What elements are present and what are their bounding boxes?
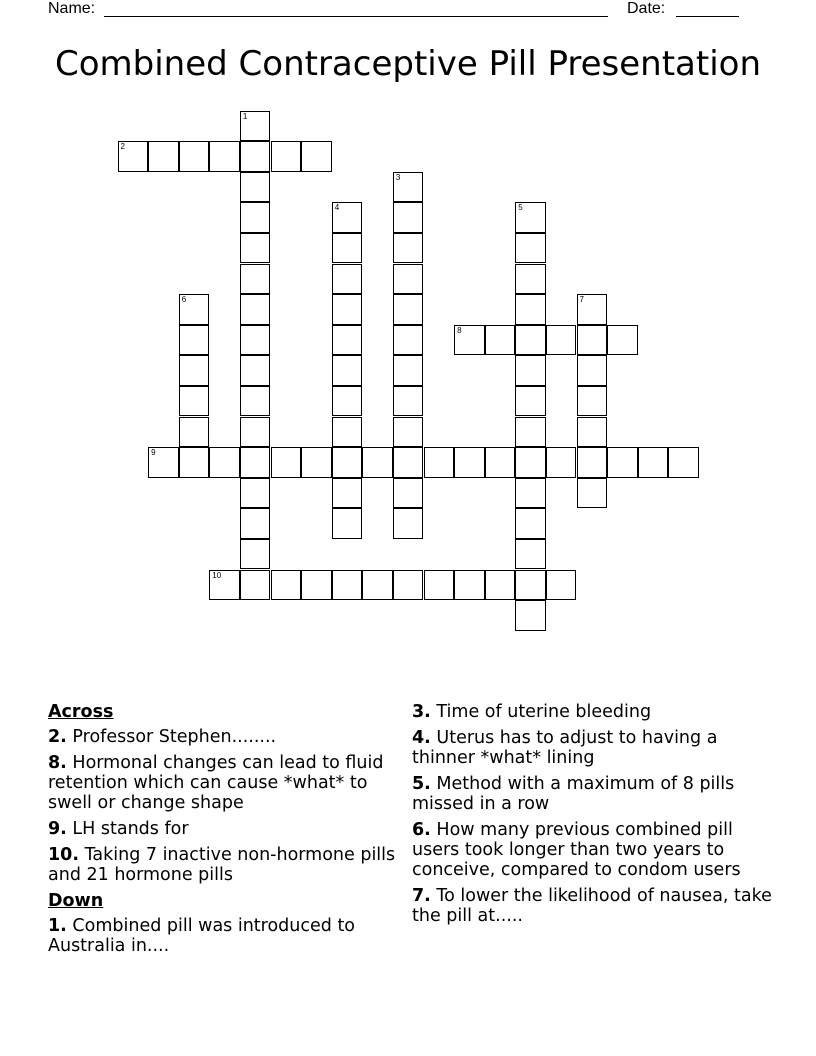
grid-cell[interactable] <box>332 570 363 601</box>
grid-cell[interactable] <box>332 417 363 448</box>
page-title: Combined Contraceptive Pill Presentation <box>54 44 762 84</box>
grid-cell[interactable] <box>179 417 210 448</box>
grid-cell[interactable] <box>332 202 363 233</box>
grid-cell[interactable] <box>393 355 424 386</box>
grid-cell[interactable] <box>393 172 424 203</box>
grid-cell[interactable] <box>393 386 424 417</box>
grid-cell[interactable] <box>240 447 271 478</box>
clue-text: Professor Stephen........ <box>72 727 277 747</box>
clue-across-2 <box>48 727 408 747</box>
clue-number: 5. <box>412 774 431 794</box>
grid-cell[interactable] <box>332 386 363 417</box>
grid-cell[interactable] <box>515 478 546 509</box>
grid-cell[interactable] <box>577 386 608 417</box>
cell-number: 5 <box>518 203 523 213</box>
clue-down-3 <box>412 702 772 722</box>
grid-cell[interactable] <box>546 447 577 478</box>
grid-cell[interactable] <box>546 325 577 356</box>
clue-text: Method with a maximum of 8 pills missed in a row <box>412 774 735 814</box>
grid-cell[interactable] <box>118 141 149 172</box>
clue-number: 10. <box>48 845 80 865</box>
grid-cell[interactable] <box>332 264 363 295</box>
date-blank-line[interactable] <box>676 16 739 17</box>
grid-cell[interactable] <box>271 447 302 478</box>
grid-cell[interactable] <box>301 570 332 601</box>
clue-down-4 <box>412 728 772 768</box>
grid-cell[interactable] <box>209 570 240 601</box>
grid-cell[interactable] <box>393 294 424 325</box>
grid-cell[interactable] <box>362 447 393 478</box>
down-heading: Down <box>48 891 104 911</box>
grid-cell[interactable] <box>577 447 608 478</box>
grid-cell[interactable] <box>515 447 546 478</box>
grid-cell[interactable] <box>240 202 271 233</box>
clue-number: 3. <box>412 702 431 722</box>
grid-cell[interactable] <box>179 141 210 172</box>
cell-number: 10 <box>212 570 222 580</box>
grid-cell[interactable] <box>393 202 424 233</box>
grid-cell[interactable] <box>515 264 546 295</box>
grid-cell[interactable] <box>454 570 485 601</box>
clue-down-5 <box>412 774 772 814</box>
grid-cell[interactable] <box>240 172 271 203</box>
grid-cell[interactable] <box>148 141 179 172</box>
grid-cell[interactable] <box>607 325 638 356</box>
grid-cell[interactable] <box>638 447 669 478</box>
grid-cell[interactable] <box>179 355 210 386</box>
grid-cell[interactable] <box>332 478 363 509</box>
grid-cell[interactable] <box>393 570 424 601</box>
grid-cell[interactable] <box>240 355 271 386</box>
grid-cell[interactable] <box>179 325 210 356</box>
grid-cell[interactable] <box>577 294 608 325</box>
clue-number: 1. <box>48 916 67 936</box>
clue-text: Combined pill was introduced to Australia in.... <box>48 916 356 956</box>
grid-cell[interactable] <box>362 570 393 601</box>
clue-text: Uterus has to adjust to having a thinner *what* lining <box>412 728 718 768</box>
grid-cell[interactable] <box>148 447 179 478</box>
grid-cell[interactable] <box>179 386 210 417</box>
grid-cell[interactable] <box>515 539 546 570</box>
clue-number: 7. <box>412 886 431 906</box>
grid-cell[interactable] <box>515 202 546 233</box>
grid-cell[interactable] <box>515 294 546 325</box>
clue-text: Hormonal changes can lead to fluid retention which can cause *what* to swell or change shape <box>48 753 384 813</box>
grid-cell[interactable] <box>424 447 455 478</box>
grid-cell[interactable] <box>515 600 546 631</box>
header-line <box>0 0 816 22</box>
grid-cell[interactable] <box>332 325 363 356</box>
grid-cell[interactable] <box>515 325 546 356</box>
grid-cell[interactable] <box>577 478 608 509</box>
grid-cell[interactable] <box>393 264 424 295</box>
grid-cell[interactable] <box>240 539 271 570</box>
grid-cell[interactable] <box>393 508 424 539</box>
clue-down-7 <box>412 886 772 926</box>
clues-column-right <box>412 702 772 932</box>
grid-cell[interactable] <box>332 233 363 264</box>
grid-cell[interactable] <box>240 478 271 509</box>
clue-number: 2. <box>48 727 67 747</box>
grid-cell[interactable] <box>332 294 363 325</box>
across-heading: Across <box>48 702 114 722</box>
cell-number: 1 <box>242 111 248 121</box>
clue-text: How many previous combined pill users took longer than two years to conceive, compared to condom users <box>412 820 741 880</box>
clue-number: 9. <box>48 819 67 839</box>
grid-cell[interactable] <box>240 233 271 264</box>
grid-cell[interactable] <box>332 447 363 478</box>
grid-cell[interactable] <box>332 355 363 386</box>
grid-cell[interactable] <box>515 570 546 601</box>
grid-cell[interactable] <box>332 508 363 539</box>
cell-number: 3 <box>395 172 401 182</box>
clue-text: LH stands for <box>72 819 189 839</box>
grid-cell[interactable] <box>454 447 485 478</box>
grid-cell[interactable] <box>240 264 271 295</box>
clue-text: Time of uterine bleeding <box>436 702 652 722</box>
grid-cell[interactable] <box>209 447 240 478</box>
grid-cell[interactable] <box>240 325 271 356</box>
grid-cell[interactable] <box>515 417 546 448</box>
grid-cell[interactable] <box>240 508 271 539</box>
clue-across-8 <box>48 753 408 813</box>
clue-number: 4. <box>412 728 431 748</box>
grid-cell[interactable] <box>485 447 516 478</box>
clues-column-left <box>48 702 408 962</box>
grid-cell[interactable] <box>240 111 271 142</box>
grid-cell[interactable] <box>209 141 240 172</box>
grid-cell[interactable] <box>179 447 210 478</box>
grid-cell[interactable] <box>515 355 546 386</box>
clue-text: To lower the likelihood of nausea, take the pill at..... <box>412 886 772 926</box>
grid-cell[interactable] <box>515 386 546 417</box>
grid-cell[interactable] <box>515 508 546 539</box>
grid-cell[interactable] <box>240 141 271 172</box>
grid-cell[interactable] <box>577 325 608 356</box>
date-label: Date: <box>627 0 666 17</box>
grid-cell[interactable] <box>454 325 485 356</box>
clue-down-1 <box>48 916 408 956</box>
grid-cell[interactable] <box>485 570 516 601</box>
grid-cell[interactable] <box>424 570 455 601</box>
grid-cell[interactable] <box>393 325 424 356</box>
grid-cell[interactable] <box>301 447 332 478</box>
clue-number: 8. <box>48 753 67 773</box>
grid-cell[interactable] <box>668 447 699 478</box>
grid-cell[interactable] <box>240 386 271 417</box>
grid-cell[interactable] <box>393 447 424 478</box>
cell-number: 6 <box>181 295 187 305</box>
grid-cell[interactable] <box>485 325 516 356</box>
grid-cell[interactable] <box>515 233 546 264</box>
grid-cell[interactable] <box>577 355 608 386</box>
clue-down-6 <box>412 820 772 880</box>
grid-cell[interactable] <box>607 447 638 478</box>
grid-cell[interactable] <box>393 417 424 448</box>
grid-cell[interactable] <box>301 141 332 172</box>
clue-across-10 <box>48 845 408 885</box>
clue-across-9 <box>48 819 408 839</box>
grid-cell[interactable] <box>393 478 424 509</box>
clue-text: Taking 7 inactive non-hormone pills and 21 hormone pills <box>48 845 396 885</box>
grid-cell[interactable] <box>240 417 271 448</box>
name-label: Name: <box>48 0 96 17</box>
cell-number: 2 <box>120 142 125 152</box>
cell-number: 4 <box>334 203 340 213</box>
name-blank-line[interactable] <box>104 16 608 17</box>
grid-cell[interactable] <box>179 294 210 325</box>
grid-cell[interactable] <box>271 570 302 601</box>
grid-cell[interactable] <box>240 570 271 601</box>
cell-number: 9 <box>151 448 156 458</box>
clue-number: 6. <box>412 820 431 840</box>
grid-cell[interactable] <box>240 294 271 325</box>
cell-number: 7 <box>579 295 584 305</box>
grid-cell[interactable] <box>393 233 424 264</box>
grid-cell[interactable] <box>577 417 608 448</box>
cell-number: 8 <box>457 325 462 335</box>
grid-cell[interactable] <box>271 141 302 172</box>
grid-cell[interactable] <box>546 570 577 601</box>
